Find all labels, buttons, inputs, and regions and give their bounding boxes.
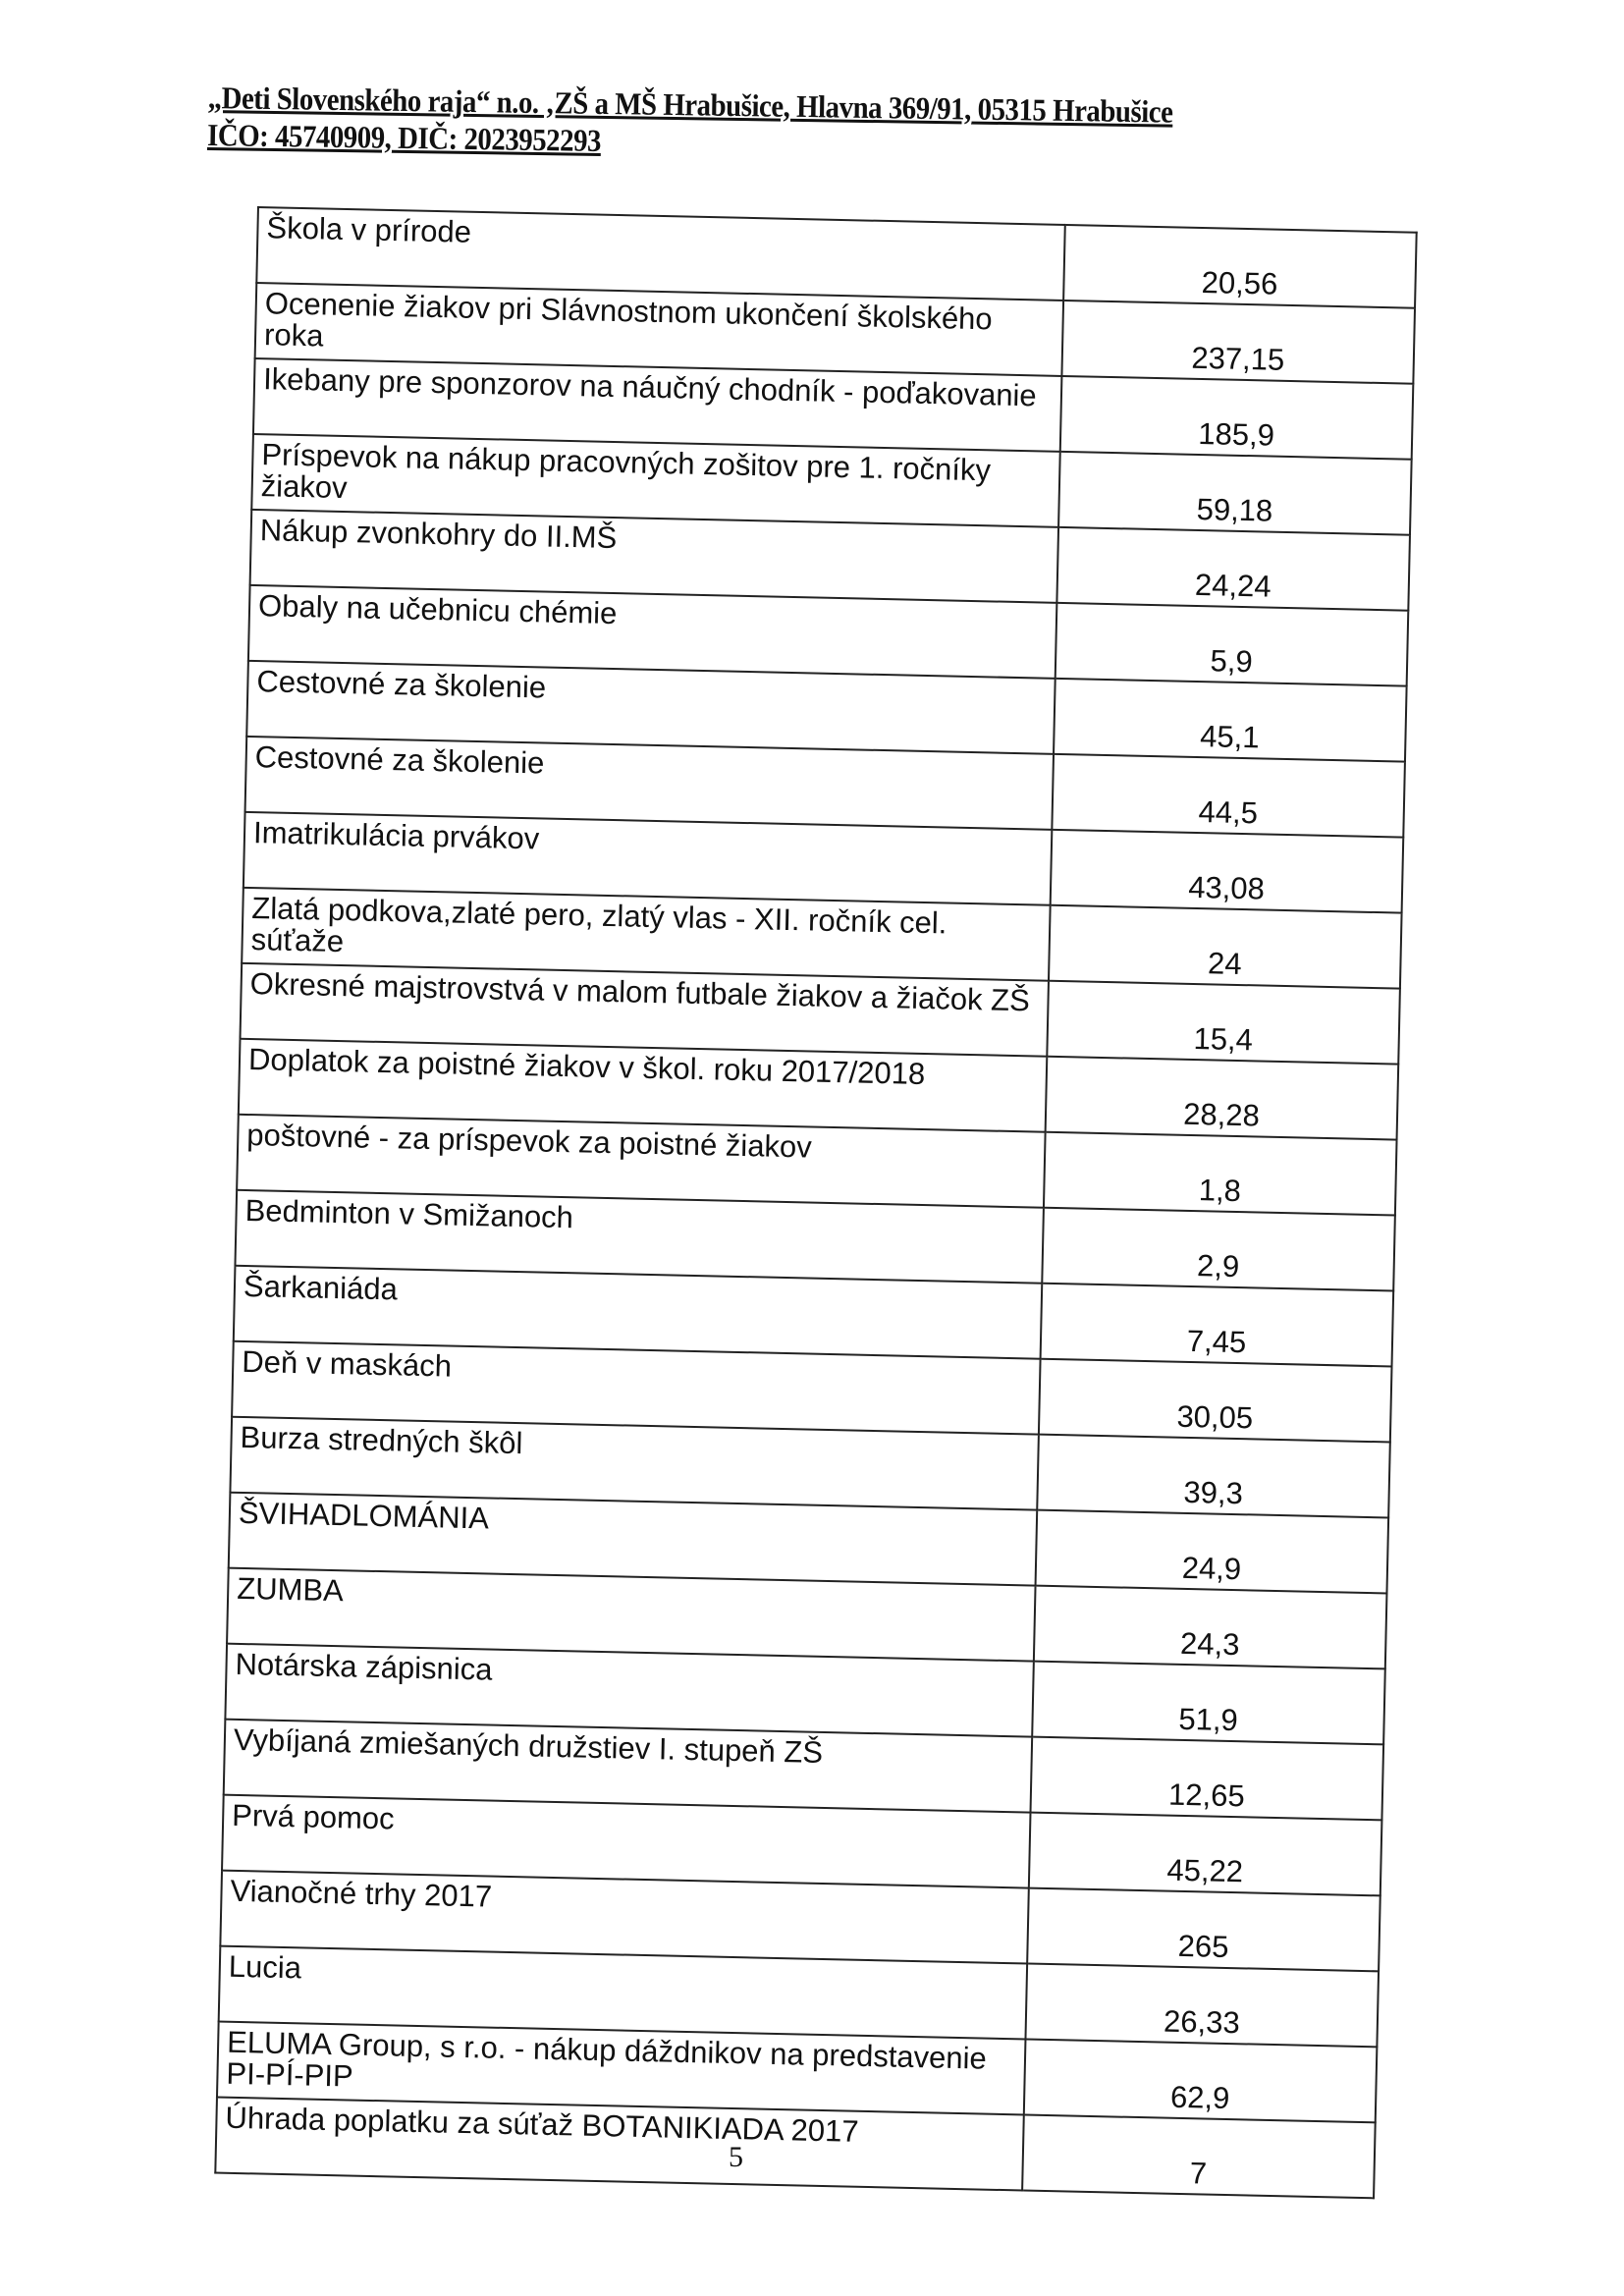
- item-description: Príspevok na nákup pracovných zošitov pre 1. ročníky žiakov: [251, 434, 1059, 527]
- item-amount: 5,9: [1056, 603, 1409, 686]
- item-description: Úhrada poplatku za súťaž BOTANIKIADA 2017: [215, 2098, 1023, 2191]
- item-amount: 12,65: [1031, 1737, 1384, 1821]
- item-amount: 7,45: [1041, 1284, 1394, 1367]
- item-description: Burza stredných škôl: [230, 1417, 1038, 1510]
- item-description: Notárska zápisnica: [225, 1644, 1033, 1737]
- item-description: Šarkaniáda: [234, 1266, 1042, 1359]
- item-description: Cestovné za školenie: [246, 661, 1055, 754]
- item-amount: 15,4: [1047, 981, 1400, 1065]
- item-amount: 24,9: [1036, 1510, 1389, 1594]
- item-amount: 20,56: [1063, 225, 1417, 308]
- item-amount: 2,9: [1042, 1208, 1395, 1291]
- item-amount: 24,3: [1034, 1586, 1387, 1669]
- item-description: Nákup zvonkohry do II.MŠ: [250, 510, 1058, 603]
- item-description: Vianočné trhy 2017: [220, 1871, 1028, 1964]
- page-number: 5: [729, 2141, 743, 2173]
- item-description: ZUMBA: [227, 1568, 1035, 1662]
- item-amount: 24: [1049, 905, 1402, 989]
- item-amount: 7: [1022, 2114, 1376, 2198]
- item-amount: 45,22: [1029, 1813, 1382, 1896]
- item-amount: 45,1: [1054, 679, 1407, 762]
- item-description: ELUMA Group, s r.o. - nákup dáždnikov na predstavenie PI-PÍ-PIP: [217, 2022, 1025, 2115]
- item-description: Prvá pomoc: [222, 1795, 1030, 1888]
- document-header: [207, 79, 1386, 171]
- organization-ids: IČO: 45740909, DIČ: 2023952293: [206, 116, 602, 158]
- item-amount: 39,3: [1037, 1435, 1390, 1518]
- item-amount: 62,9: [1024, 2040, 1378, 2123]
- item-description: Ocenenie žiakov pri Slávnostnom ukončení školského roka: [255, 283, 1063, 376]
- item-description: Deň v maskách: [232, 1341, 1040, 1435]
- item-amount: 59,18: [1058, 452, 1412, 535]
- item-amount: 43,08: [1051, 830, 1404, 913]
- item-amount: 30,05: [1039, 1359, 1392, 1443]
- item-description: Škola v prírode: [256, 207, 1064, 301]
- item-description: Zlatá podkova,zlaté pero, zlatý vlas - XII. ročník cel. súťaže: [242, 888, 1050, 981]
- item-description: Bedminton v Smižanoch: [235, 1190, 1043, 1284]
- item-description: Doplatok za poistné žiakov v škol. roku 2017/2018: [239, 1039, 1047, 1132]
- item-description: Cestovné za školenie: [245, 737, 1054, 830]
- item-description: Lucia: [219, 1946, 1027, 2040]
- item-description: Vybíjaná zmiešaných družstiev I. stupeň ZŠ: [224, 1720, 1032, 1813]
- item-amount: 237,15: [1061, 301, 1415, 384]
- item-description: Obaly na učebnicu chémie: [248, 585, 1056, 679]
- item-amount: 24,24: [1056, 527, 1410, 611]
- item-description: Imatrikulácia prvákov: [244, 812, 1052, 905]
- item-amount: 265: [1027, 1888, 1380, 1972]
- item-amount: 51,9: [1032, 1662, 1385, 1745]
- item-description: poštovné - za príspevok za poistné žiakov: [237, 1115, 1045, 1208]
- item-description: ŠVIHADLOMÁNIA: [229, 1493, 1037, 1586]
- organization-address: „Deti Slovenského raja“ n.o. ‚ZŠ a MŠ Hrabušice, Hlavna 369/91, 05315 Hrabušice: [207, 79, 1173, 130]
- item-amount: 44,5: [1052, 754, 1405, 838]
- item-amount: 185,9: [1060, 376, 1414, 460]
- item-amount: 28,28: [1046, 1057, 1399, 1140]
- item-amount: 1,8: [1044, 1132, 1397, 1216]
- expenses-table: [214, 206, 1417, 2199]
- item-amount: 26,33: [1025, 1964, 1379, 2048]
- item-description: Okresné majstrovstvá v malom futbale žiakov a žiačok ZŠ: [241, 963, 1049, 1057]
- item-description: Ikebany pre sponzorov na náučný chodník - poďakovanie: [253, 358, 1061, 452]
